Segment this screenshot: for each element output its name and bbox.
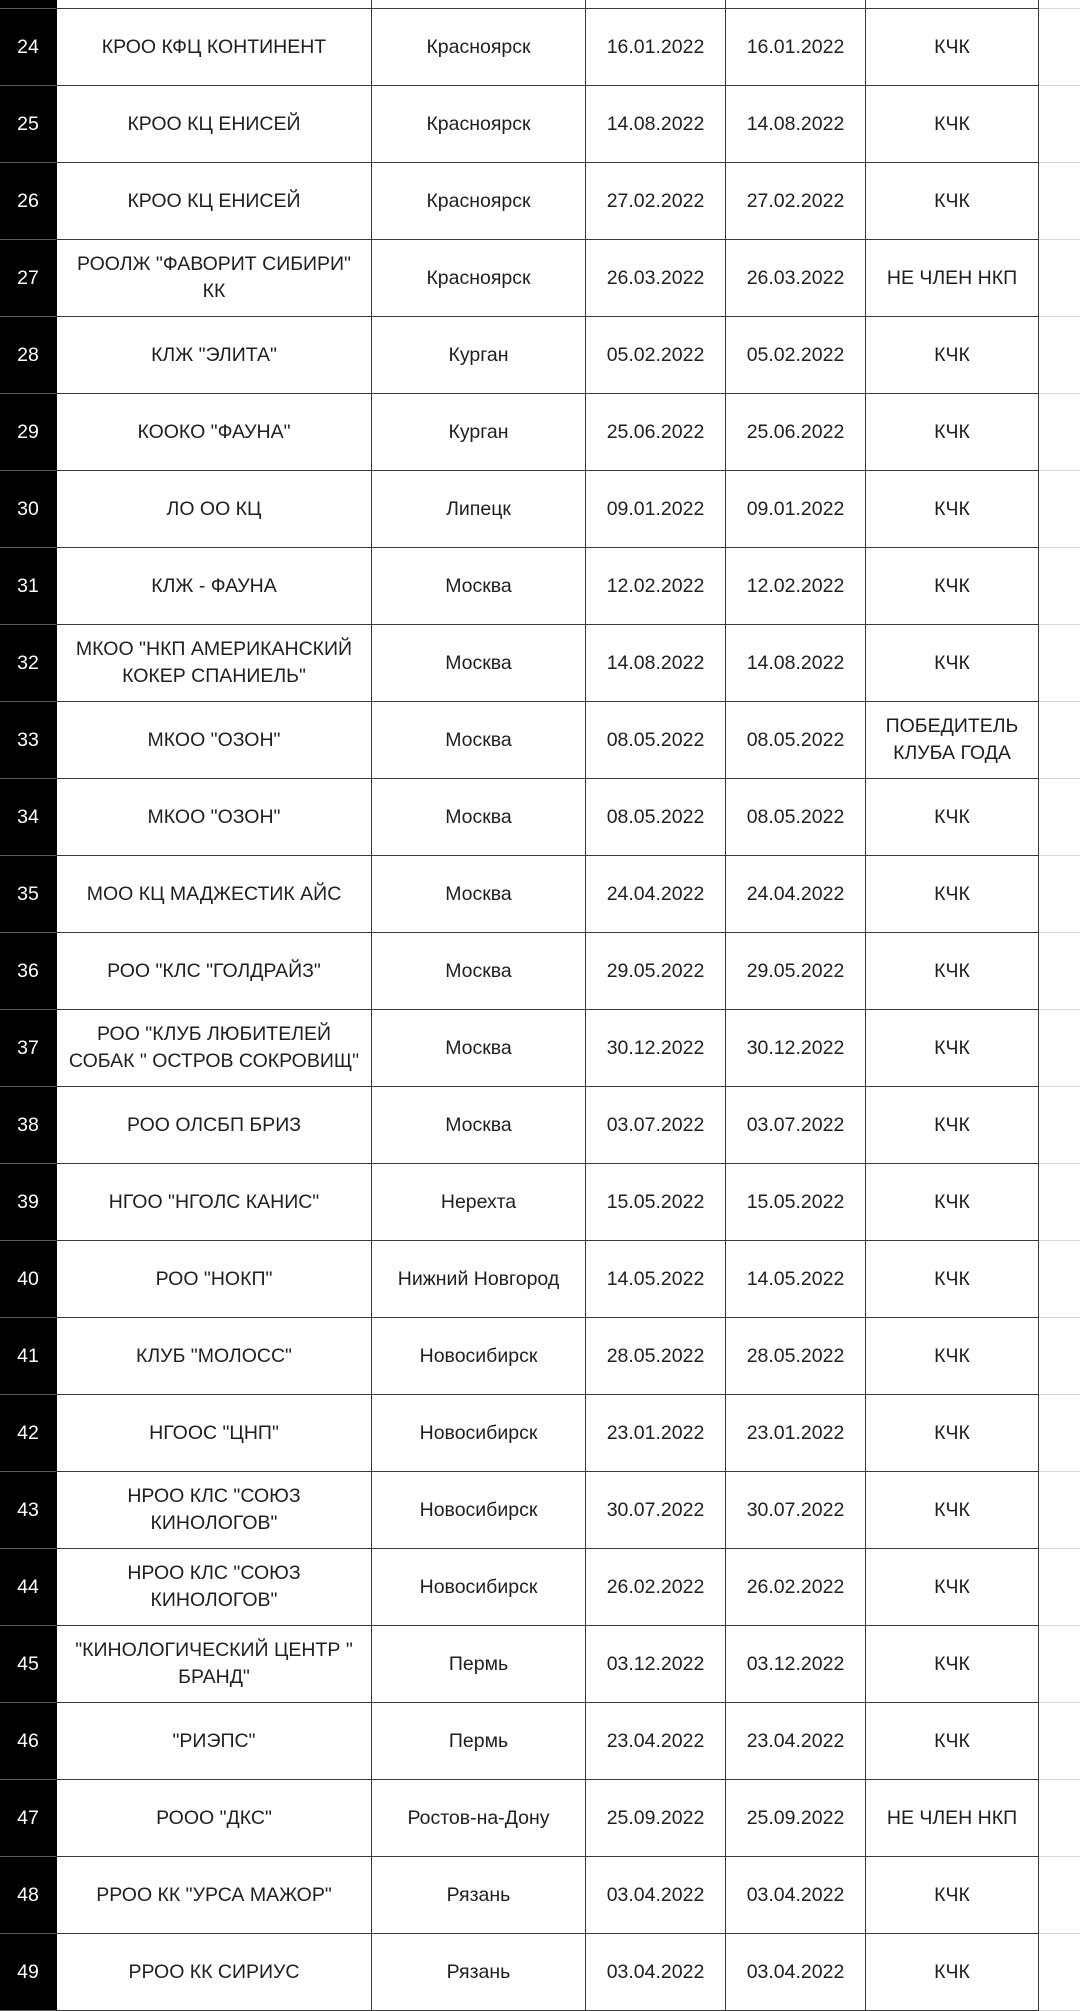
club-name-cell[interactable]: МКОО "ОЗОН": [57, 779, 372, 856]
empty-cell[interactable]: [1039, 240, 1080, 317]
date-from-cell[interactable]: 08.05.2022: [586, 702, 726, 779]
row-number-cell[interactable]: 49: [0, 1934, 57, 2011]
status-cell[interactable]: КЧК: [866, 856, 1039, 933]
status-cell[interactable]: ПОБЕДИТЕЛЬ КЛУБА ГОДА: [866, 702, 1039, 779]
date-to-cell[interactable]: 03.04.2022: [726, 1857, 866, 1934]
status-cell[interactable]: КЧК: [866, 779, 1039, 856]
status-cell[interactable]: КЧК: [866, 1395, 1039, 1472]
city-cell[interactable]: Москва: [372, 548, 586, 625]
status-cell[interactable]: КЧК: [866, 394, 1039, 471]
city-cell[interactable]: Новосибирск: [372, 1318, 586, 1395]
row-number-cell[interactable]: 31: [0, 548, 57, 625]
status-cell[interactable]: КЧК: [866, 1241, 1039, 1318]
club-name-cell[interactable]: НРОО КЛС "СОЮЗ КИНОЛОГОВ": [57, 1549, 372, 1626]
date-to-cell[interactable]: 03.04.2022: [726, 1934, 866, 2011]
row-number-cell[interactable]: [0, 0, 57, 9]
date-from-cell[interactable]: 27.02.2022: [586, 163, 726, 240]
city-cell[interactable]: Новосибирск: [372, 1395, 586, 1472]
empty-cell[interactable]: [1039, 1318, 1080, 1395]
city-cell[interactable]: Красноярск: [372, 240, 586, 317]
club-name-cell[interactable]: РОО "КЛУБ ЛЮБИТЕЛЕЙ СОБАК " ОСТРОВ СОКРОВИЩ": [57, 1010, 372, 1087]
club-name-cell[interactable]: КРОО КЦ ЕНИСЕЙ: [57, 163, 372, 240]
date-from-cell[interactable]: 03.04.2022: [586, 1857, 726, 1934]
table-row: [0, 779, 1080, 856]
empty-cell[interactable]: [1039, 1780, 1080, 1857]
club-name-cell[interactable]: КЛУБ "МОЛОСС": [57, 1318, 372, 1395]
row-number-cell[interactable]: 46: [0, 1703, 57, 1780]
table-row: [0, 394, 1080, 471]
date-to-cell[interactable]: 16.01.2022: [726, 9, 866, 86]
status-cell[interactable]: КЧК: [866, 1164, 1039, 1241]
empty-cell[interactable]: [1039, 1934, 1080, 2011]
date-from-cell[interactable]: 23.01.2022: [586, 1395, 726, 1472]
city-cell[interactable]: Пермь: [372, 1703, 586, 1780]
club-name-cell[interactable]: КООКО "ФАУНА": [57, 394, 372, 471]
date-to-cell[interactable]: 29.05.2022: [726, 933, 866, 1010]
club-name-cell[interactable]: КЛЖ "ЭЛИТА": [57, 317, 372, 394]
status-cell[interactable]: КЧК: [866, 933, 1039, 1010]
empty-cell[interactable]: [1039, 471, 1080, 548]
city-cell[interactable]: Новосибирск: [372, 1472, 586, 1549]
date-from-cell[interactable]: 15.05.2022: [586, 1164, 726, 1241]
date-to-cell[interactable]: [726, 0, 866, 9]
date-from-cell[interactable]: 30.07.2022: [586, 1472, 726, 1549]
date-from-cell[interactable]: 14.08.2022: [586, 625, 726, 702]
table-row: [0, 1318, 1080, 1395]
date-from-cell[interactable]: 28.05.2022: [586, 1318, 726, 1395]
date-to-cell[interactable]: 14.08.2022: [726, 86, 866, 163]
club-name-cell[interactable]: "РИЭПС": [57, 1703, 372, 1780]
row-number-cell[interactable]: 36: [0, 933, 57, 1010]
table-row: [0, 1549, 1080, 1626]
row-number-cell[interactable]: 47: [0, 1780, 57, 1857]
status-cell[interactable]: [866, 0, 1039, 9]
row-number-cell[interactable]: 39: [0, 1164, 57, 1241]
city-cell[interactable]: Ростов-на-Дону: [372, 1780, 586, 1857]
row-number-cell[interactable]: 33: [0, 702, 57, 779]
table-row: [0, 86, 1080, 163]
status-cell[interactable]: КЧК: [866, 1703, 1039, 1780]
empty-cell[interactable]: [1039, 1703, 1080, 1780]
club-name-cell[interactable]: РРОО КК "УРСА МАЖОР": [57, 1857, 372, 1934]
city-cell[interactable]: Красноярск: [372, 86, 586, 163]
table-row: [0, 1626, 1080, 1703]
status-cell[interactable]: КЧК: [866, 1472, 1039, 1549]
row-number-cell[interactable]: 35: [0, 856, 57, 933]
row-number-cell[interactable]: 38: [0, 1087, 57, 1164]
status-cell[interactable]: КЧК: [866, 471, 1039, 548]
status-cell[interactable]: КЧК: [866, 9, 1039, 86]
row-number-cell[interactable]: 28: [0, 317, 57, 394]
date-from-cell[interactable]: 16.01.2022: [586, 9, 726, 86]
status-cell[interactable]: КЧК: [866, 1626, 1039, 1703]
empty-cell[interactable]: [1039, 1010, 1080, 1087]
table-row: [0, 1010, 1080, 1087]
city-cell[interactable]: Липецк: [372, 471, 586, 548]
empty-cell[interactable]: [1039, 1087, 1080, 1164]
row-number-cell[interactable]: 48: [0, 1857, 57, 1934]
date-to-cell[interactable]: 09.01.2022: [726, 471, 866, 548]
city-cell[interactable]: Рязань: [372, 1934, 586, 2011]
row-number-cell[interactable]: 25: [0, 86, 57, 163]
date-to-cell[interactable]: 26.03.2022: [726, 240, 866, 317]
row-number-cell[interactable]: 42: [0, 1395, 57, 1472]
club-name-cell[interactable]: "КИНОЛОГИЧЕСКИЙ ЦЕНТР " БРАНД": [57, 1626, 372, 1703]
club-name-cell[interactable]: НРОО КЛС "СОЮЗ КИНОЛОГОВ": [57, 1472, 372, 1549]
date-from-cell[interactable]: 03.12.2022: [586, 1626, 726, 1703]
empty-cell[interactable]: [1039, 1164, 1080, 1241]
club-name-cell[interactable]: НГОО "НГОЛС КАНИС": [57, 1164, 372, 1241]
empty-cell[interactable]: [1039, 317, 1080, 394]
city-cell[interactable]: Красноярск: [372, 163, 586, 240]
date-to-cell[interactable]: 03.07.2022: [726, 1087, 866, 1164]
status-cell[interactable]: КЧК: [866, 1857, 1039, 1934]
status-cell[interactable]: КЧК: [866, 163, 1039, 240]
row-number-cell[interactable]: 34: [0, 779, 57, 856]
city-cell[interactable]: Москва: [372, 1010, 586, 1087]
date-from-cell[interactable]: 05.02.2022: [586, 317, 726, 394]
empty-cell[interactable]: [1039, 702, 1080, 779]
empty-cell[interactable]: [1039, 856, 1080, 933]
status-cell[interactable]: КЧК: [866, 1318, 1039, 1395]
date-from-cell[interactable]: 12.02.2022: [586, 548, 726, 625]
club-name-cell[interactable]: РООО "ДКС": [57, 1780, 372, 1857]
city-cell[interactable]: Рязань: [372, 1857, 586, 1934]
city-cell[interactable]: Москва: [372, 1087, 586, 1164]
city-cell[interactable]: Новосибирск: [372, 1549, 586, 1626]
date-from-cell[interactable]: 14.05.2022: [586, 1241, 726, 1318]
city-cell[interactable]: Москва: [372, 625, 586, 702]
row-number-cell[interactable]: 40: [0, 1241, 57, 1318]
date-to-cell[interactable]: 25.06.2022: [726, 394, 866, 471]
table-row: [0, 1934, 1080, 2011]
table-row: [0, 240, 1080, 317]
city-cell[interactable]: Пермь: [372, 1626, 586, 1703]
table-row: [0, 1780, 1080, 1857]
club-name-cell[interactable]: [57, 0, 372, 9]
date-from-cell[interactable]: 08.05.2022: [586, 779, 726, 856]
club-name-cell[interactable]: КРОО КЦ ЕНИСЕЙ: [57, 86, 372, 163]
date-from-cell[interactable]: 30.12.2022: [586, 1010, 726, 1087]
club-name-cell[interactable]: РООЛЖ "ФАВОРИТ СИБИРИ" КК: [57, 240, 372, 317]
city-cell[interactable]: Москва: [372, 702, 586, 779]
table-row: [0, 1241, 1080, 1318]
status-cell[interactable]: КЧК: [866, 1010, 1039, 1087]
date-to-cell[interactable]: 05.02.2022: [726, 317, 866, 394]
empty-cell[interactable]: [1039, 1857, 1080, 1934]
date-to-cell[interactable]: 14.08.2022: [726, 625, 866, 702]
date-from-cell[interactable]: 24.04.2022: [586, 856, 726, 933]
city-cell[interactable]: Нерехта: [372, 1164, 586, 1241]
club-name-cell[interactable]: РОО ОЛСБП БРИЗ: [57, 1087, 372, 1164]
date-from-cell[interactable]: 26.03.2022: [586, 240, 726, 317]
club-name-cell[interactable]: КРОО КФЦ КОНТИНЕНТ: [57, 9, 372, 86]
row-number-cell[interactable]: 27: [0, 240, 57, 317]
city-cell[interactable]: Нижний Новгород: [372, 1241, 586, 1318]
date-to-cell[interactable]: 30.12.2022: [726, 1010, 866, 1087]
city-cell[interactable]: Курган: [372, 394, 586, 471]
row-number-cell[interactable]: 45: [0, 1626, 57, 1703]
date-to-cell[interactable]: 03.12.2022: [726, 1626, 866, 1703]
club-name-cell[interactable]: НГООС "ЦНП": [57, 1395, 372, 1472]
empty-cell[interactable]: [1039, 933, 1080, 1010]
row-number-cell[interactable]: 44: [0, 1549, 57, 1626]
row-number-cell[interactable]: 32: [0, 625, 57, 702]
city-cell[interactable]: Москва: [372, 856, 586, 933]
club-name-cell[interactable]: МКОО "НКП АМЕРИКАНСКИЙ КОКЕР СПАНИЕЛЬ": [57, 625, 372, 702]
row-number-cell[interactable]: 41: [0, 1318, 57, 1395]
date-to-cell[interactable]: 12.02.2022: [726, 548, 866, 625]
city-cell[interactable]: Москва: [372, 779, 586, 856]
date-to-cell[interactable]: 24.04.2022: [726, 856, 866, 933]
club-name-cell[interactable]: РОО "КЛС "ГОЛДРАЙЗ": [57, 933, 372, 1010]
row-number-cell[interactable]: 37: [0, 1010, 57, 1087]
table-row: [0, 1164, 1080, 1241]
date-from-cell[interactable]: 14.08.2022: [586, 86, 726, 163]
club-name-cell[interactable]: КЛЖ - ФАУНА: [57, 548, 372, 625]
date-to-cell[interactable]: 15.05.2022: [726, 1164, 866, 1241]
status-cell[interactable]: КЧК: [866, 548, 1039, 625]
table-row: [0, 0, 1080, 9]
empty-cell[interactable]: [1039, 9, 1080, 86]
status-cell[interactable]: КЧК: [866, 1549, 1039, 1626]
date-to-cell[interactable]: 25.09.2022: [726, 1780, 866, 1857]
status-cell[interactable]: КЧК: [866, 1934, 1039, 2011]
empty-cell[interactable]: [1039, 163, 1080, 240]
empty-cell[interactable]: [1039, 625, 1080, 702]
club-name-cell[interactable]: ЛО ОО КЦ: [57, 471, 372, 548]
empty-cell[interactable]: [1039, 0, 1080, 9]
table-row: [0, 702, 1080, 779]
table-row: [0, 1703, 1080, 1780]
table-row: [0, 856, 1080, 933]
empty-cell[interactable]: [1039, 394, 1080, 471]
empty-cell[interactable]: [1039, 548, 1080, 625]
empty-cell[interactable]: [1039, 1549, 1080, 1626]
status-cell[interactable]: КЧК: [866, 317, 1039, 394]
club-name-cell[interactable]: МОО КЦ МАДЖЕСТИК АЙС: [57, 856, 372, 933]
date-to-cell[interactable]: 30.07.2022: [726, 1472, 866, 1549]
date-to-cell[interactable]: 27.02.2022: [726, 163, 866, 240]
row-number-cell[interactable]: 30: [0, 471, 57, 548]
empty-cell[interactable]: [1039, 86, 1080, 163]
date-from-cell[interactable]: 09.01.2022: [586, 471, 726, 548]
status-cell[interactable]: КЧК: [866, 1087, 1039, 1164]
table-row: [0, 1472, 1080, 1549]
empty-cell[interactable]: [1039, 1395, 1080, 1472]
status-cell[interactable]: НЕ ЧЛЕН НКП: [866, 240, 1039, 317]
date-from-cell[interactable]: 25.06.2022: [586, 394, 726, 471]
date-to-cell[interactable]: 08.05.2022: [726, 779, 866, 856]
date-to-cell[interactable]: 23.04.2022: [726, 1703, 866, 1780]
table-row: [0, 9, 1080, 86]
table-row: [0, 317, 1080, 394]
date-from-cell[interactable]: 25.09.2022: [586, 1780, 726, 1857]
date-to-cell[interactable]: 08.05.2022: [726, 702, 866, 779]
table-row: [0, 625, 1080, 702]
empty-cell[interactable]: [1039, 1241, 1080, 1318]
table-row: [0, 163, 1080, 240]
row-number-cell[interactable]: 26: [0, 163, 57, 240]
date-to-cell[interactable]: 26.02.2022: [726, 1549, 866, 1626]
row-number-cell[interactable]: 43: [0, 1472, 57, 1549]
date-to-cell[interactable]: 23.01.2022: [726, 1395, 866, 1472]
city-cell[interactable]: [372, 0, 586, 9]
table-row: [0, 1087, 1080, 1164]
table-row: [0, 548, 1080, 625]
date-from-cell[interactable]: [586, 0, 726, 9]
table-row: [0, 933, 1080, 1010]
date-from-cell[interactable]: 03.07.2022: [586, 1087, 726, 1164]
club-name-cell[interactable]: МКОО "ОЗОН": [57, 702, 372, 779]
status-cell[interactable]: КЧК: [866, 86, 1039, 163]
date-to-cell[interactable]: 14.05.2022: [726, 1241, 866, 1318]
empty-cell[interactable]: [1039, 1626, 1080, 1703]
club-name-cell[interactable]: РОО "НОКП": [57, 1241, 372, 1318]
empty-cell[interactable]: [1039, 779, 1080, 856]
date-from-cell[interactable]: 03.04.2022: [586, 1934, 726, 2011]
empty-cell[interactable]: [1039, 1472, 1080, 1549]
table-row: [0, 1857, 1080, 1934]
table-row: [0, 471, 1080, 548]
row-number-cell[interactable]: 29: [0, 394, 57, 471]
city-cell[interactable]: Москва: [372, 933, 586, 1010]
club-name-cell[interactable]: РРОО КК СИРИУС: [57, 1934, 372, 2011]
status-cell[interactable]: КЧК: [866, 625, 1039, 702]
city-cell[interactable]: Красноярск: [372, 9, 586, 86]
table-row: [0, 1395, 1080, 1472]
date-to-cell[interactable]: 28.05.2022: [726, 1318, 866, 1395]
date-from-cell[interactable]: 23.04.2022: [586, 1703, 726, 1780]
date-from-cell[interactable]: 29.05.2022: [586, 933, 726, 1010]
date-from-cell[interactable]: 26.02.2022: [586, 1549, 726, 1626]
status-cell[interactable]: НЕ ЧЛЕН НКП: [866, 1780, 1039, 1857]
city-cell[interactable]: Курган: [372, 317, 586, 394]
row-number-cell[interactable]: 24: [0, 9, 57, 86]
